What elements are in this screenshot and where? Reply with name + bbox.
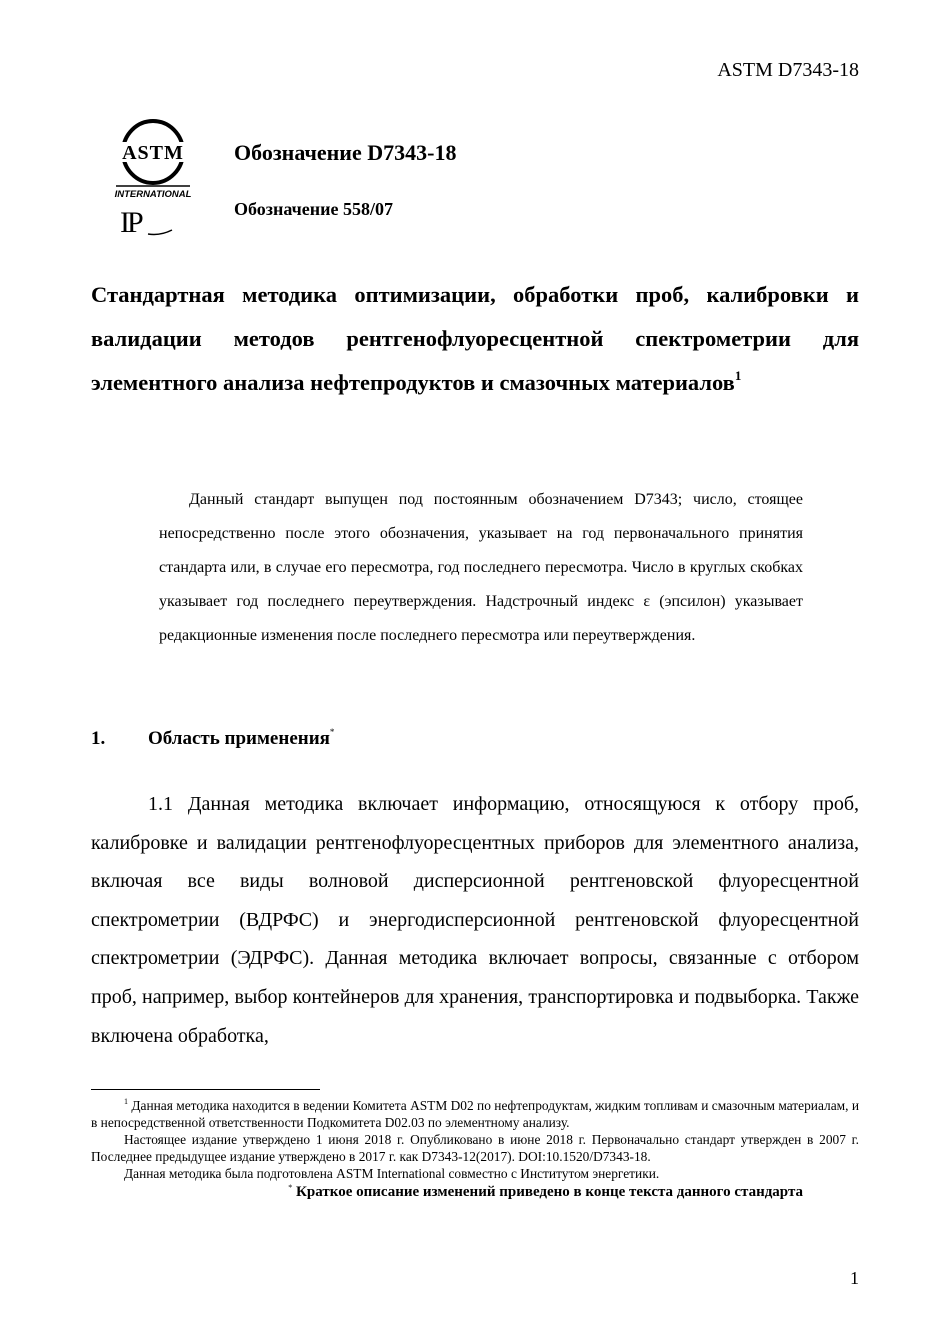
section-heading-text: Область применения [148,728,330,749]
astm-logo-text: ASTM [122,142,184,164]
section-heading [91,728,334,750]
footnote-1-edition: Настоящее издание утверждено 1 июня 2018 г. Опубликовано в июне 2018 г. Первоначально стандарт утвержден в 2007 г. Последнее предыдущее издание утверждено в 2017 г. как D7343-12(2017). DOI:10.1520/D7343-18. [91,1132,859,1164]
footnotes [91,1097,859,1202]
footnote-changes-text: Краткое описание изменений приведено в конце текста данного стандарта [292,1184,803,1200]
footnote-changes-mark: * [288,1183,293,1192]
section-number: 1. [91,728,106,749]
ip-logo-text: IP [120,206,141,238]
footnote-divider [91,1089,320,1090]
page-number: 1 [850,1268,859,1288]
footnote-1-text: Данная методика находится в ведении Комитета ASTM D02 по нефтепродуктам, жидким топливам и смазочным материалам, и в непосредственной ответственности Подкомитета D02.03 по элементному анализу. [91,1098,859,1130]
section-heading-mark: * [329,727,335,737]
title-footnote-mark[interactable]: 1 [734,368,742,383]
footnote-changes [91,1183,803,1202]
page-header-standard-code: ASTM D7343-18 [717,59,859,81]
footnote-1-mark: 1 [124,1097,128,1106]
astm-logo-subtext: INTERNATIONAL [114,189,192,200]
intro-note: Данный стандарт выпущен под постоянным обозначением D7343; число, стоящее непосредственно после этого обозначения, указывает на год первоначального принятия стандарта или, в случае его пересмотра, год последнего пересмотра. Число в круглых скобках указывает год последнего переутверждения. Надстрочный индекс ε (эпсилон) указывает редакционные изменения после последнего пересмотра или переутверждения. [159,491,803,644]
ip-logo-icon [118,204,174,238]
footnote-1-prepared: Данная методика была подготовлена ASTM International совместно с Институтом энергетики. [124,1166,660,1181]
footnote-1 [91,1097,859,1131]
designation-main: Обозначение D7343-18 [234,140,457,165]
astm-logo-icon [108,118,198,200]
document-title [91,273,859,405]
section-paragraph: 1.1 Данная методика включает информацию, относящуюся к отбору проб, калибровке и валидации рентгенофлуоресцентных приборов для элементного анализа, включая все виды волновой дисперсионной рентгеновской флуоресцентной спектрометрии (ВДРФС) и энергодисперсионной рентгеновской флуоресцентной спектрометрии (ЭДРФС). Данная методика включает вопросы, связанные с отбором проб, например, выбор контейнеров для хранения, транспортировка и подвыборка. Также включена обработка, [91,793,859,1047]
document-title-text: Стандартная методика оптимизации, обработки проб, калибровки и валидации методов рентгенофлуоресцентной спектрометрии для элементного анализа нефтепродуктов и смазочных материалов [91,282,859,395]
designation-ip: Обозначение 558/07 [234,199,394,219]
